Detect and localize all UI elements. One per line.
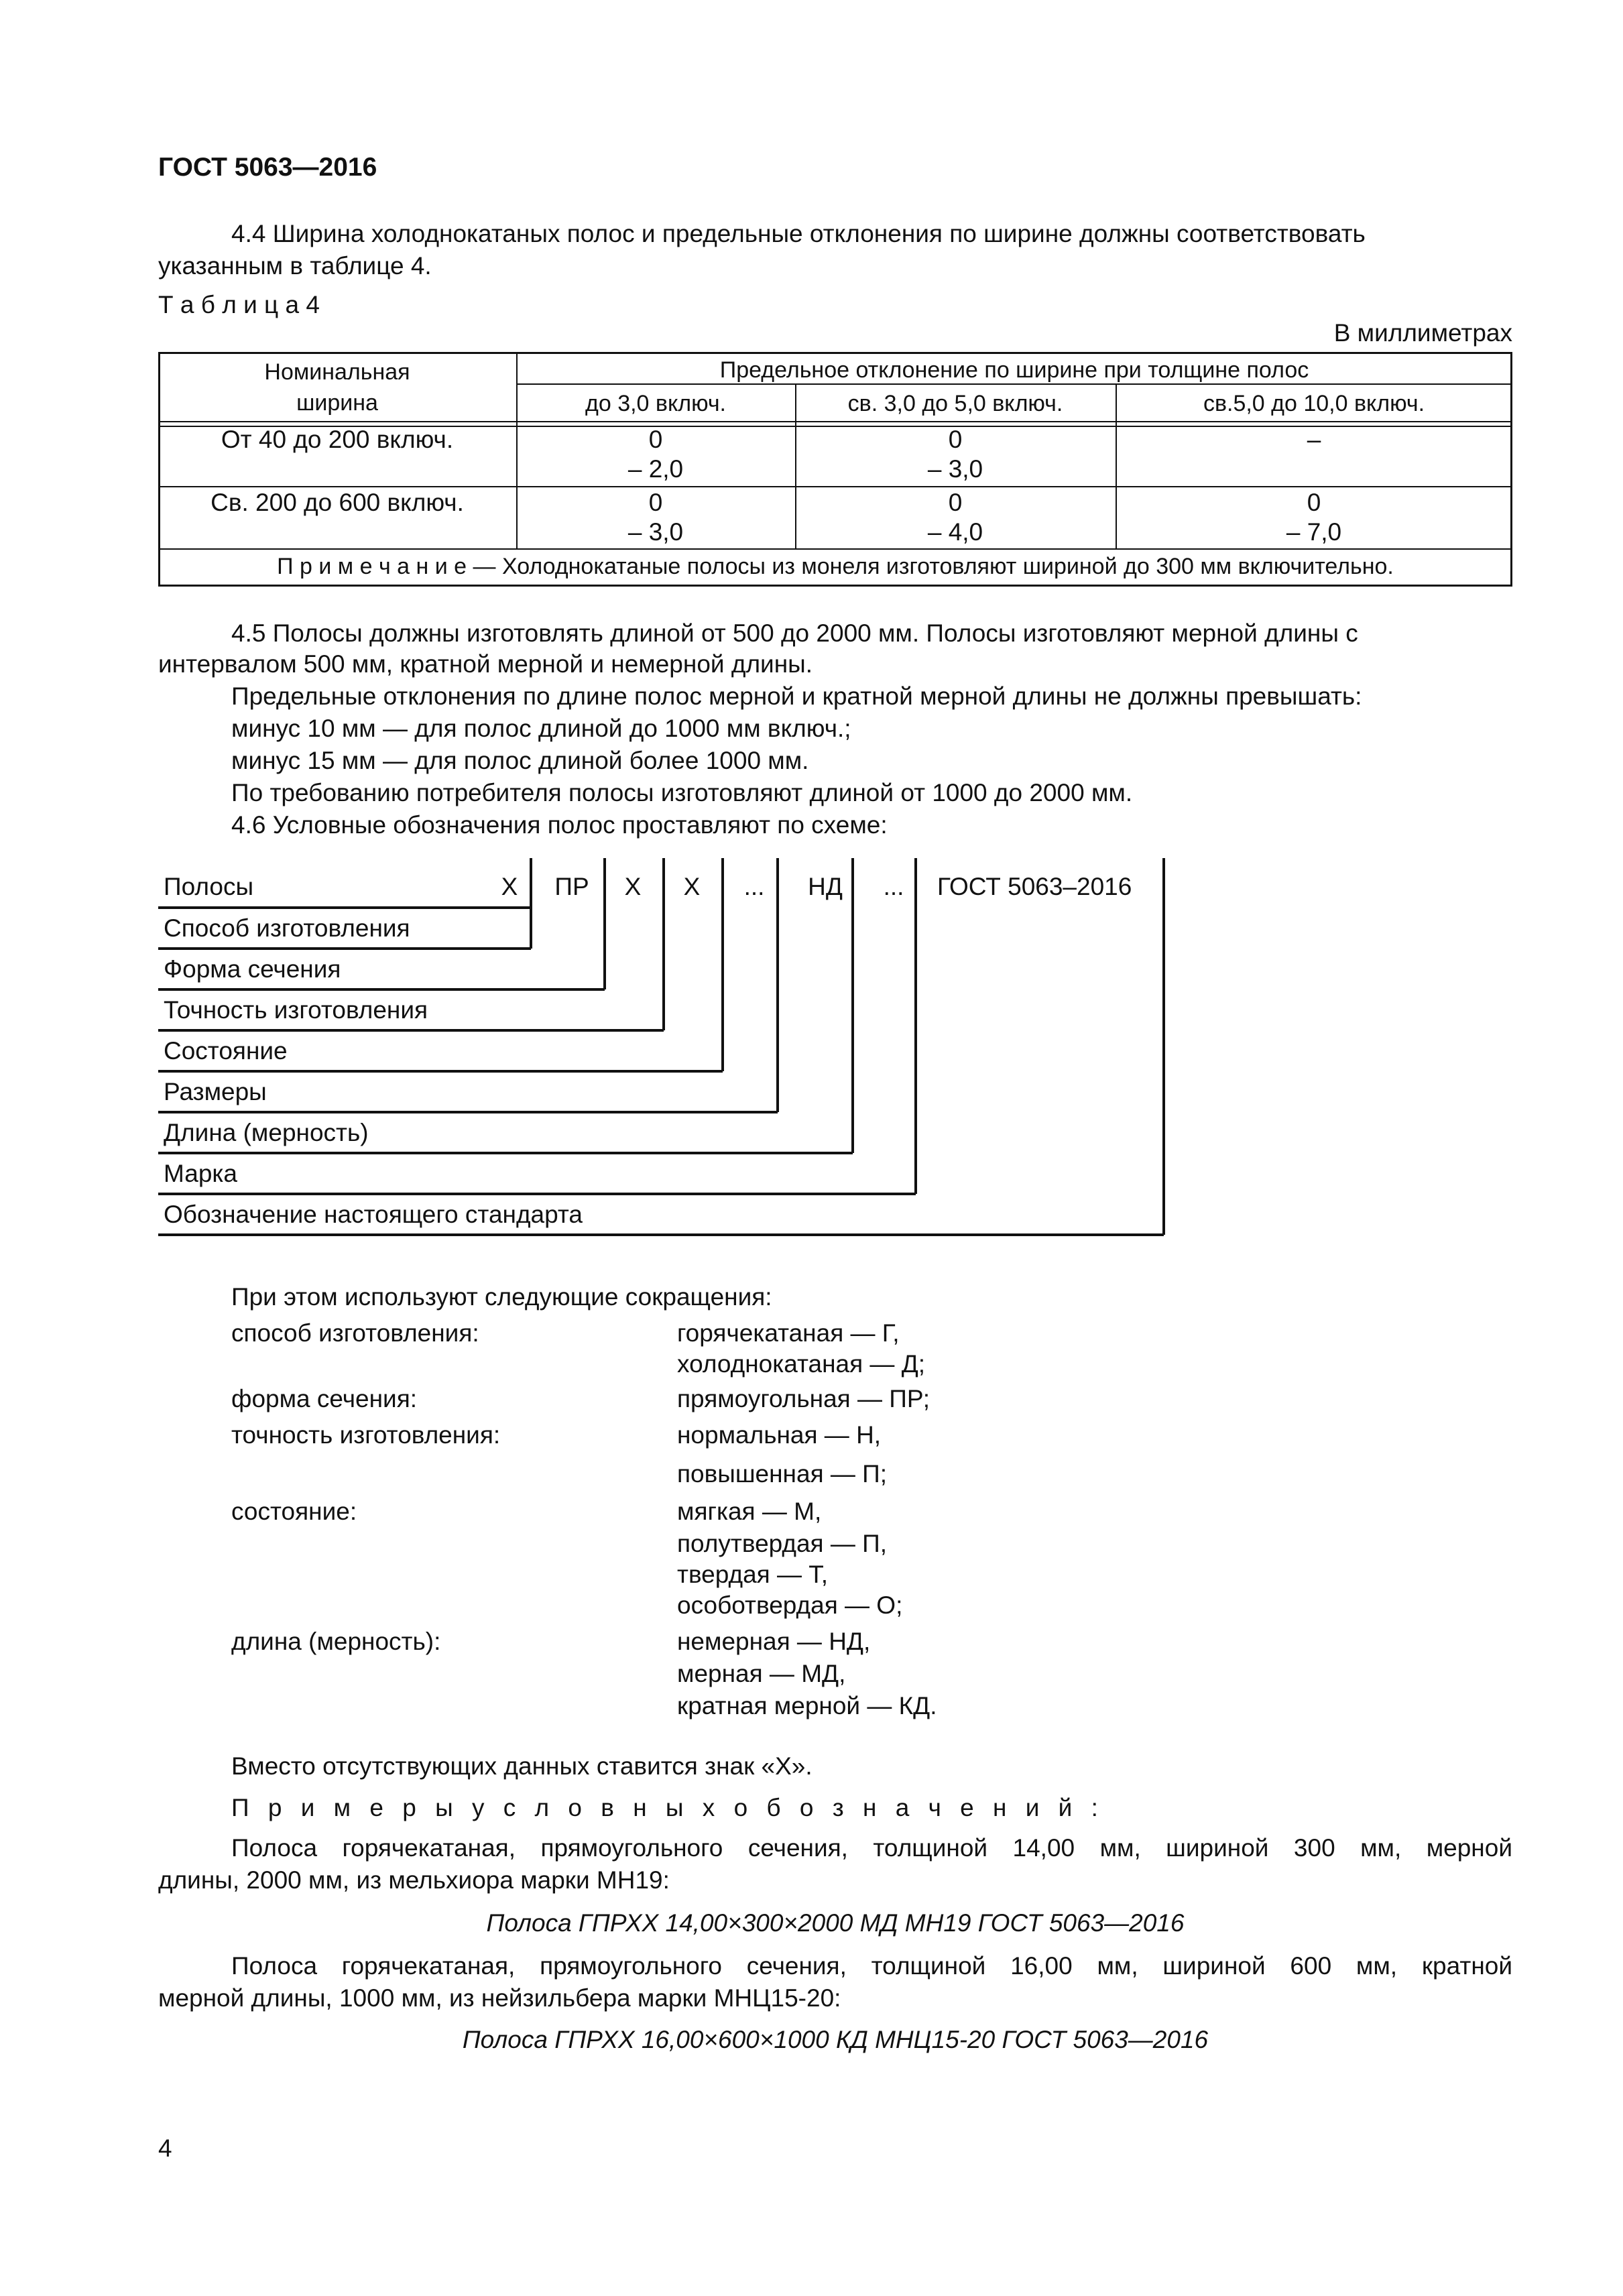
abbr-intro: При этом используют следующие сокращения: xyxy=(231,1283,772,1311)
scheme-label-3: Точность изготовления xyxy=(164,996,428,1024)
example1-line2: длины, 2000 мм, из мельхиора марки МН19: xyxy=(158,1866,670,1894)
table-head-sub-2: св. 3,0 до 5,0 включ. xyxy=(847,391,1063,416)
table-row1-c3-upper: – xyxy=(1307,426,1321,453)
table-row2-c2-upper: 0 xyxy=(948,489,963,516)
abbr-value-5b: мерная — МД, xyxy=(677,1660,846,1687)
abbr-value-2a: прямоугольная — ПР; xyxy=(677,1385,930,1412)
abbr-term-1: способ изготовления: xyxy=(231,1319,479,1347)
example2-line1: Полоса горячекатаная, прямоугольного сечения, толщиной 16,00 мм, шириной 600 мм, кратной xyxy=(231,1952,1512,1980)
para-4-5-line5: минус 15 мм — для полос длиной более 1000 мм. xyxy=(231,747,809,774)
scheme-head: Полосы xyxy=(164,873,254,900)
scheme-label-2: Форма сечения xyxy=(164,955,341,983)
scheme-label-5: Размеры xyxy=(164,1078,267,1105)
para-4-5-line2: интервалом 500 мм, кратной мерной и немерной длины. xyxy=(158,650,813,678)
page-number: 4 xyxy=(158,2134,172,2162)
scheme-token-1: X xyxy=(501,873,518,900)
abbr-value-4c: твердая — Т, xyxy=(677,1561,829,1588)
table-row2-c3-upper: 0 xyxy=(1307,489,1321,516)
table-note: П р и м е ч а н и е — Холоднокатаные полосы из монеля изготовляют шириной до 300 мм включительно. xyxy=(277,554,1394,579)
table-row2-c1-upper: 0 xyxy=(648,489,663,516)
abbr-term-5: длина (мерность): xyxy=(231,1628,441,1655)
para-4-5-line3: Предельные отклонения по длине полос мерной и кратной мерной длины не должны превышать: xyxy=(231,682,1362,710)
table-head-sub-1: до 3,0 включ. xyxy=(585,391,726,416)
scheme-label-7: Марка xyxy=(164,1160,237,1187)
example2-code: Полоса ГПРХХ 16,00×600×1000 КД МНЦ15-20 ГОСТ 5063—2016 xyxy=(462,2026,1209,2053)
para-4-5-line4: минус 10 мм — для полос длиной до 1000 мм включ.; xyxy=(231,715,851,742)
table-row1-width: От 40 до 200 включ. xyxy=(221,426,454,453)
table-row1-c2-upper: 0 xyxy=(948,426,963,453)
abbr-value-4a: мягкая — М, xyxy=(677,1498,822,1525)
table-row1-c1-lower: – 2,0 xyxy=(627,455,684,483)
example1-line1: Полоса горячекатаная, прямоугольного сечения, толщиной 14,00 мм, шириной 300 мм, мерной xyxy=(231,1834,1512,1862)
table-head-width-line2: ширина xyxy=(296,390,378,416)
table-4 xyxy=(158,352,1512,587)
abbr-value-3b: повышенная — П; xyxy=(677,1460,888,1488)
para-4-4-line1: 4.4 Ширина холоднокатаных полос и предельные отклонения по ширине должны соответствовать xyxy=(231,220,1366,247)
table-caption: Т а б л и ц а 4 xyxy=(158,291,320,318)
designation-scheme xyxy=(158,858,1191,1247)
table-head-width-line1: Номинальная xyxy=(264,359,410,385)
para-4-4-line2: указанным в таблице 4. xyxy=(158,252,432,280)
scheme-label-8: Обозначение настоящего стандарта xyxy=(164,1201,583,1228)
scheme-label-4: Состояние xyxy=(164,1037,288,1065)
table-head-sub-3: св.5,0 до 10,0 включ. xyxy=(1203,391,1425,416)
scheme-token-6: НД xyxy=(808,873,843,900)
scheme-token-3: X xyxy=(624,873,642,900)
abbr-value-3a: нормальная — Н, xyxy=(677,1421,882,1449)
table-head-group: Предельное отклонение по ширине при толщине полос xyxy=(719,357,1309,383)
scheme-token-4: X xyxy=(683,873,701,900)
para-4-5-line1: 4.5 Полосы должны изготовлять длиной от 500 до 2000 мм. Полосы изготовляют мерной длины с xyxy=(231,619,1358,647)
scheme-label-1: Способ изготовления xyxy=(164,914,410,942)
abbr-value-4d: особотвердая — О; xyxy=(677,1591,903,1619)
abbr-value-5a: немерная — НД, xyxy=(677,1628,871,1655)
abbr-value-5c: кратная мерной — КД. xyxy=(677,1692,937,1719)
scheme-token-8: ГОСТ 5063–2016 xyxy=(937,873,1132,900)
table-row2-c3-lower: – 7,0 xyxy=(1286,518,1342,546)
para-4-5-line6: По требованию потребителя полосы изготовляют длиной от 1000 до 2000 мм. xyxy=(231,779,1133,806)
table-row1-c2-lower: – 3,0 xyxy=(927,455,983,483)
example1-code: Полоса ГПРХХ 14,00×300×2000 МД МН19 ГОСТ 5063—2016 xyxy=(486,1909,1185,1937)
abbr-value-4b: полутвердая — П, xyxy=(677,1530,888,1557)
table-units: В миллиметрах xyxy=(1333,319,1512,347)
table-row2-c1-lower: – 3,0 xyxy=(627,518,684,546)
table-row1-c1-upper: 0 xyxy=(648,426,663,453)
scheme-label-6: Длина (мерность) xyxy=(164,1119,369,1146)
scheme-token-2: ПР xyxy=(554,873,589,900)
abbr-value-1b: холоднокатаная — Д; xyxy=(677,1350,926,1378)
examples-title: П р и м е р ы у с л о в н ы х о б о з н а ч е н и й : xyxy=(231,1794,1104,1821)
abbr-term-2: форма сечения: xyxy=(231,1385,418,1412)
table-row2-width: Св. 200 до 600 включ. xyxy=(211,489,464,516)
table-row2-c2-lower: – 4,0 xyxy=(927,518,983,546)
abbr-term-4: состояние: xyxy=(231,1498,357,1525)
document-header: ГОСТ 5063—2016 xyxy=(158,153,377,182)
abbr-missing: Вместо отсутствующих данных ставится знак «Х». xyxy=(231,1752,813,1780)
scheme-lines xyxy=(158,858,1191,1247)
abbr-term-3: точность изготовления: xyxy=(231,1421,501,1449)
para-4-6: 4.6 Условные обозначения полос проставляют по схеме: xyxy=(231,811,888,839)
example2-line2: мерной длины, 1000 мм, из нейзильбера марки МНЦ15-20: xyxy=(158,1984,841,2012)
abbr-value-1a: горячекатаная — Г, xyxy=(677,1319,900,1347)
scheme-token-5: ... xyxy=(743,873,765,900)
scheme-token-7: ... xyxy=(883,873,904,900)
